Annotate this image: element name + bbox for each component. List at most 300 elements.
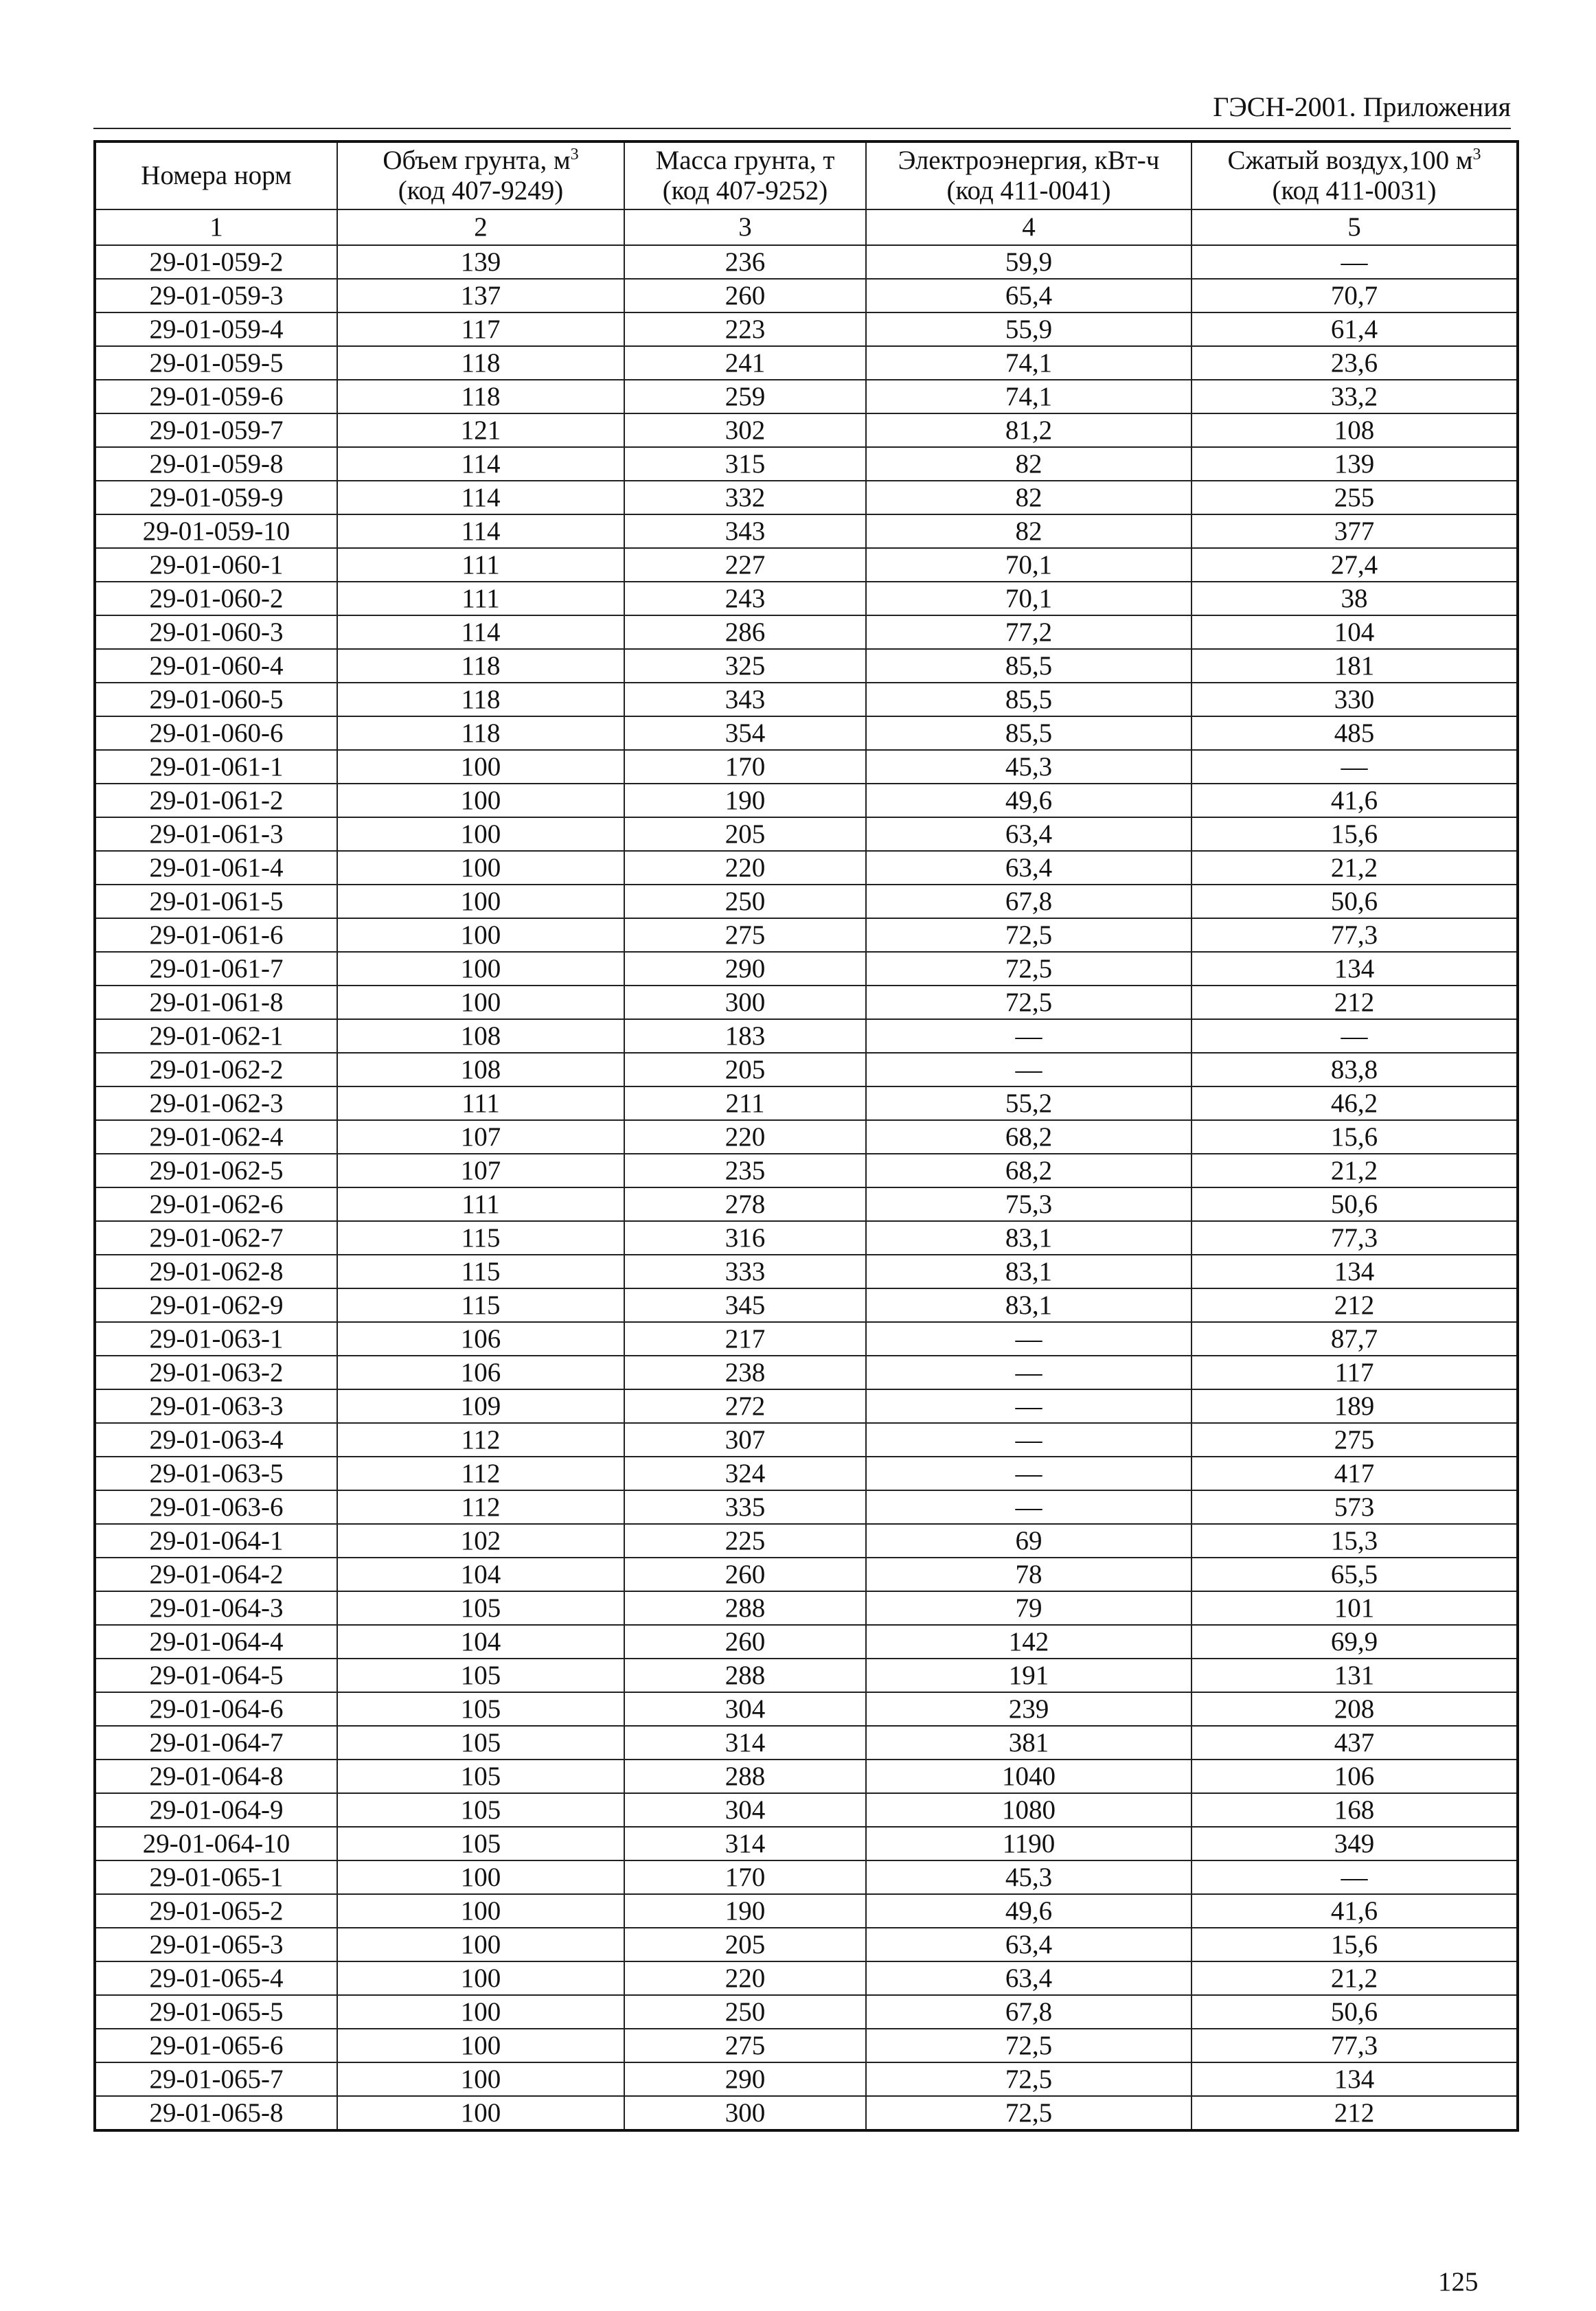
electricity-cell: 82: [866, 481, 1192, 514]
compressed-air-cell: 131: [1192, 1659, 1518, 1692]
soil-mass-cell: 275: [624, 918, 866, 952]
soil-mass-cell: 278: [624, 1187, 866, 1221]
norm-number-cell: 29-01-064-10: [95, 1827, 337, 1860]
soil-volume-cell: 111: [337, 1187, 624, 1221]
compressed-air-cell: 101: [1192, 1591, 1518, 1625]
soil-volume-cell: 139: [337, 245, 624, 279]
column-number: 5: [1192, 209, 1518, 245]
soil-mass-cell: 335: [624, 1490, 866, 1524]
soil-volume-cell: 105: [337, 1793, 624, 1827]
soil-volume-cell: 112: [337, 1457, 624, 1490]
table-row: [95, 885, 1518, 918]
table-row: [95, 447, 1518, 481]
electricity-cell: —: [866, 1019, 1192, 1053]
compressed-air-cell: 61,4: [1192, 312, 1518, 346]
electricity-cell: 49,6: [866, 784, 1192, 817]
compressed-air-cell: 275: [1192, 1423, 1518, 1457]
soil-mass-cell: 345: [624, 1288, 866, 1322]
soil-mass-cell: 315: [624, 447, 866, 481]
soil-mass-cell: 190: [624, 784, 866, 817]
table-row: [95, 312, 1518, 346]
soil-volume-cell: 107: [337, 1154, 624, 1187]
compressed-air-cell: 255: [1192, 481, 1518, 514]
soil-volume-cell: 104: [337, 1625, 624, 1659]
compressed-air-cell: 15,6: [1192, 817, 1518, 851]
table-row: [95, 279, 1518, 312]
table-row: [95, 1524, 1518, 1558]
norm-number-cell: 29-01-060-2: [95, 582, 337, 615]
table-row: [95, 1120, 1518, 1154]
compressed-air-cell: 212: [1192, 2096, 1518, 2130]
electricity-cell: —: [866, 1389, 1192, 1423]
table-row: [95, 346, 1518, 380]
electricity-cell: 69: [866, 1524, 1192, 1558]
soil-volume-cell: 114: [337, 447, 624, 481]
compressed-air-cell: 15,6: [1192, 1928, 1518, 1961]
compressed-air-cell: 23,6: [1192, 346, 1518, 380]
electricity-cell: 81,2: [866, 413, 1192, 447]
norm-number-cell: 29-01-062-8: [95, 1255, 337, 1288]
compressed-air-cell: 485: [1192, 716, 1518, 750]
electricity-cell: 68,2: [866, 1154, 1192, 1187]
compressed-air-cell: 189: [1192, 1389, 1518, 1423]
electricity-cell: 63,4: [866, 851, 1192, 885]
soil-volume-cell: 105: [337, 1692, 624, 1726]
soil-mass-cell: 259: [624, 380, 866, 413]
table-row: [95, 1625, 1518, 1659]
soil-volume-cell: 106: [337, 1322, 624, 1356]
soil-mass-cell: 302: [624, 413, 866, 447]
soil-mass-cell: 223: [624, 312, 866, 346]
column-header-compressed-air: [1192, 141, 1518, 209]
soil-mass-cell: 205: [624, 817, 866, 851]
electricity-cell: —: [866, 1356, 1192, 1389]
electricity-cell: 63,4: [866, 1961, 1192, 1995]
norms-table-body: [95, 245, 1518, 2130]
electricity-cell: 79: [866, 1591, 1192, 1625]
compressed-air-cell: 573: [1192, 1490, 1518, 1524]
norm-number-cell: 29-01-060-5: [95, 683, 337, 716]
soil-volume-cell: 105: [337, 1726, 624, 1760]
norm-number-cell: 29-01-061-6: [95, 918, 337, 952]
electricity-cell: —: [866, 1053, 1192, 1086]
table-row: [95, 2062, 1518, 2096]
electricity-cell: 55,2: [866, 1086, 1192, 1120]
table-row: [95, 1457, 1518, 1490]
compressed-air-cell: 134: [1192, 1255, 1518, 1288]
column-code: (код 411-0031): [1272, 176, 1437, 205]
electricity-cell: 74,1: [866, 346, 1192, 380]
norm-number-cell: 29-01-064-3: [95, 1591, 337, 1625]
soil-volume-cell: 105: [337, 1827, 624, 1860]
soil-volume-cell: 100: [337, 2062, 624, 2096]
soil-mass-cell: 314: [624, 1827, 866, 1860]
soil-mass-cell: 260: [624, 279, 866, 312]
table-row: [95, 784, 1518, 817]
compressed-air-cell: 70,7: [1192, 279, 1518, 312]
electricity-cell: —: [866, 1423, 1192, 1457]
compressed-air-cell: 15,3: [1192, 1524, 1518, 1558]
norm-number-cell: 29-01-063-2: [95, 1356, 337, 1389]
soil-mass-cell: 250: [624, 1995, 866, 2029]
table-row: [95, 1187, 1518, 1221]
electricity-cell: 55,9: [866, 312, 1192, 346]
soil-volume-cell: 107: [337, 1120, 624, 1154]
soil-mass-cell: 241: [624, 346, 866, 380]
electricity-cell: 191: [866, 1659, 1192, 1692]
table-row: [95, 918, 1518, 952]
electricity-cell: 59,9: [866, 245, 1192, 279]
soil-volume-cell: 106: [337, 1356, 624, 1389]
compressed-air-cell: 15,6: [1192, 1120, 1518, 1154]
norm-number-cell: 29-01-063-4: [95, 1423, 337, 1457]
soil-mass-cell: 288: [624, 1659, 866, 1692]
soil-mass-cell: 217: [624, 1322, 866, 1356]
norm-number-cell: 29-01-060-3: [95, 615, 337, 649]
soil-volume-cell: 137: [337, 279, 624, 312]
soil-volume-cell: 115: [337, 1221, 624, 1255]
electricity-cell: 1190: [866, 1827, 1192, 1860]
electricity-cell: 74,1: [866, 380, 1192, 413]
compressed-air-cell: 108: [1192, 413, 1518, 447]
soil-volume-cell: 100: [337, 952, 624, 986]
table-row: [95, 548, 1518, 582]
electricity-cell: 82: [866, 447, 1192, 481]
soil-volume-cell: 108: [337, 1019, 624, 1053]
norm-number-cell: 29-01-060-6: [95, 716, 337, 750]
table-row: [95, 1086, 1518, 1120]
table-row: [95, 817, 1518, 851]
table-row: [95, 986, 1518, 1019]
soil-volume-cell: 108: [337, 1053, 624, 1086]
soil-volume-cell: 114: [337, 514, 624, 548]
table-row: [95, 1221, 1518, 1255]
compressed-air-cell: 46,2: [1192, 1086, 1518, 1120]
soil-mass-cell: 243: [624, 582, 866, 615]
table-row: [95, 851, 1518, 885]
soil-volume-cell: 121: [337, 413, 624, 447]
compressed-air-cell: 50,6: [1192, 1995, 1518, 2029]
norm-number-cell: 29-01-061-8: [95, 986, 337, 1019]
soil-volume-cell: 111: [337, 582, 624, 615]
norm-number-cell: 29-01-064-9: [95, 1793, 337, 1827]
soil-volume-cell: 112: [337, 1423, 624, 1457]
soil-mass-cell: 205: [624, 1928, 866, 1961]
running-head: ГЭСН-2001. Приложения: [1213, 91, 1511, 122]
column-title: Объем грунта, м: [383, 146, 571, 175]
table-row: [95, 1490, 1518, 1524]
norm-number-cell: 29-01-059-7: [95, 413, 337, 447]
norm-number-cell: 29-01-062-5: [95, 1154, 337, 1187]
compressed-air-cell: 134: [1192, 952, 1518, 986]
page-number: 125: [1438, 2267, 1479, 2297]
column-title: Сжатый воздух,100 м: [1227, 146, 1473, 175]
electricity-cell: 239: [866, 1692, 1192, 1726]
table-row: [95, 582, 1518, 615]
soil-mass-cell: 286: [624, 615, 866, 649]
norm-number-cell: 29-01-064-1: [95, 1524, 337, 1558]
norm-number-cell: 29-01-059-6: [95, 380, 337, 413]
soil-mass-cell: 211: [624, 1086, 866, 1120]
norm-number-cell: 29-01-065-8: [95, 2096, 337, 2130]
norm-number-cell: 29-01-059-5: [95, 346, 337, 380]
table-row: [95, 1288, 1518, 1322]
norm-number-cell: 29-01-059-10: [95, 514, 337, 548]
table-row: [95, 1894, 1518, 1928]
norm-number-cell: 29-01-060-1: [95, 548, 337, 582]
soil-volume-cell: 118: [337, 716, 624, 750]
table-row: [95, 1591, 1518, 1625]
compressed-air-cell: 168: [1192, 1793, 1518, 1827]
table-row: [95, 413, 1518, 447]
compressed-air-cell: 77,3: [1192, 1221, 1518, 1255]
table-row: [95, 1760, 1518, 1793]
soil-mass-cell: 170: [624, 750, 866, 784]
compressed-air-cell: 33,2: [1192, 380, 1518, 413]
table-row: [95, 952, 1518, 986]
table-row: [95, 1389, 1518, 1423]
soil-volume-cell: 100: [337, 885, 624, 918]
soil-mass-cell: 288: [624, 1591, 866, 1625]
electricity-cell: 72,5: [866, 2062, 1192, 2096]
column-code: (код 411-0041): [946, 176, 1111, 205]
column-header-soil-mass: [624, 141, 866, 209]
norm-number-cell: 29-01-065-1: [95, 1860, 337, 1894]
soil-mass-cell: 300: [624, 986, 866, 1019]
table-row: [95, 716, 1518, 750]
soil-volume-cell: 100: [337, 918, 624, 952]
electricity-cell: 85,5: [866, 649, 1192, 683]
compressed-air-cell: 50,6: [1192, 1187, 1518, 1221]
electricity-cell: 72,5: [866, 2096, 1192, 2130]
compressed-air-cell: 21,2: [1192, 1961, 1518, 1995]
norm-number-cell: 29-01-062-2: [95, 1053, 337, 1086]
soil-mass-cell: 250: [624, 885, 866, 918]
soil-volume-cell: 105: [337, 1591, 624, 1625]
soil-volume-cell: 100: [337, 1860, 624, 1894]
compressed-air-cell: 77,3: [1192, 918, 1518, 952]
table-row: [95, 1961, 1518, 1995]
soil-volume-cell: 115: [337, 1255, 624, 1288]
compressed-air-cell: 377: [1192, 514, 1518, 548]
table-row: [95, 1154, 1518, 1187]
norm-number-cell: 29-01-064-6: [95, 1692, 337, 1726]
compressed-air-cell: 41,6: [1192, 784, 1518, 817]
norm-number-cell: 29-01-063-5: [95, 1457, 337, 1490]
electricity-cell: 45,3: [866, 750, 1192, 784]
electricity-cell: 70,1: [866, 548, 1192, 582]
compressed-air-cell: 38: [1192, 582, 1518, 615]
table-row: [95, 615, 1518, 649]
norm-number-cell: 29-01-062-1: [95, 1019, 337, 1053]
compressed-air-cell: —: [1192, 1019, 1518, 1053]
table-row: [95, 1726, 1518, 1760]
compressed-air-cell: —: [1192, 750, 1518, 784]
soil-mass-cell: 220: [624, 1120, 866, 1154]
table-row: [95, 380, 1518, 413]
soil-mass-cell: 225: [624, 1524, 866, 1558]
electricity-cell: 85,5: [866, 683, 1192, 716]
column-numbers-row: [95, 209, 1518, 245]
soil-volume-cell: 109: [337, 1389, 624, 1423]
soil-mass-cell: 324: [624, 1457, 866, 1490]
compressed-air-cell: 106: [1192, 1760, 1518, 1793]
table-row: [95, 245, 1518, 279]
header-rule: [93, 128, 1511, 129]
norm-number-cell: 29-01-059-9: [95, 481, 337, 514]
norm-number-cell: 29-01-061-3: [95, 817, 337, 851]
column-header-electricity: [866, 141, 1192, 209]
compressed-air-cell: 139: [1192, 447, 1518, 481]
column-captions-row: [95, 141, 1518, 209]
column-header-norm-number: [95, 141, 337, 209]
compressed-air-cell: —: [1192, 1860, 1518, 1894]
table-row: [95, 1053, 1518, 1086]
electricity-cell: 77,2: [866, 615, 1192, 649]
norm-number-cell: 29-01-062-9: [95, 1288, 337, 1322]
soil-mass-cell: 332: [624, 481, 866, 514]
soil-volume-cell: 111: [337, 1086, 624, 1120]
soil-mass-cell: 304: [624, 1692, 866, 1726]
soil-mass-cell: 288: [624, 1760, 866, 1793]
column-number: 2: [337, 209, 624, 245]
electricity-cell: 142: [866, 1625, 1192, 1659]
electricity-cell: 1080: [866, 1793, 1192, 1827]
soil-volume-cell: 115: [337, 1288, 624, 1322]
compressed-air-cell: 212: [1192, 986, 1518, 1019]
soil-mass-cell: 333: [624, 1255, 866, 1288]
soil-volume-cell: 100: [337, 784, 624, 817]
table-row: [95, 1860, 1518, 1894]
norm-number-cell: 29-01-061-4: [95, 851, 337, 885]
norm-number-cell: 29-01-059-2: [95, 245, 337, 279]
soil-mass-cell: 325: [624, 649, 866, 683]
norm-number-cell: 29-01-063-6: [95, 1490, 337, 1524]
electricity-cell: 68,2: [866, 1120, 1192, 1154]
soil-volume-cell: 100: [337, 2096, 624, 2130]
soil-volume-cell: 112: [337, 1490, 624, 1524]
electricity-cell: 49,6: [866, 1894, 1192, 1928]
column-code: (код 407-9252): [662, 176, 828, 205]
norm-number-cell: 29-01-059-8: [95, 447, 337, 481]
norm-number-cell: 29-01-065-7: [95, 2062, 337, 2096]
soil-volume-cell: 102: [337, 1524, 624, 1558]
compressed-air-cell: 417: [1192, 1457, 1518, 1490]
table-row: [95, 1423, 1518, 1457]
electricity-cell: —: [866, 1322, 1192, 1356]
norm-number-cell: 29-01-062-6: [95, 1187, 337, 1221]
soil-mass-cell: 227: [624, 548, 866, 582]
soil-volume-cell: 105: [337, 1659, 624, 1692]
soil-mass-cell: 205: [624, 1053, 866, 1086]
electricity-cell: 1040: [866, 1760, 1192, 1793]
compressed-air-cell: 41,6: [1192, 1894, 1518, 1928]
soil-mass-cell: 236: [624, 245, 866, 279]
column-header-soil-volume: [337, 141, 624, 209]
table-row: [95, 1255, 1518, 1288]
compressed-air-cell: 330: [1192, 683, 1518, 716]
electricity-cell: 72,5: [866, 986, 1192, 1019]
electricity-cell: —: [866, 1490, 1192, 1524]
compressed-air-cell: 437: [1192, 1726, 1518, 1760]
norm-number-cell: 29-01-064-7: [95, 1726, 337, 1760]
compressed-air-cell: 27,4: [1192, 548, 1518, 582]
norm-number-cell: 29-01-059-3: [95, 279, 337, 312]
soil-mass-cell: 275: [624, 2029, 866, 2062]
soil-mass-cell: 170: [624, 1860, 866, 1894]
norm-number-cell: 29-01-059-4: [95, 312, 337, 346]
compressed-air-cell: 181: [1192, 649, 1518, 683]
electricity-cell: 78: [866, 1558, 1192, 1591]
soil-mass-cell: 343: [624, 514, 866, 548]
compressed-air-cell: 83,8: [1192, 1053, 1518, 1086]
soil-volume-cell: 100: [337, 851, 624, 885]
soil-mass-cell: 290: [624, 952, 866, 986]
electricity-cell: 63,4: [866, 1928, 1192, 1961]
norm-number-cell: 29-01-064-4: [95, 1625, 337, 1659]
electricity-cell: 381: [866, 1726, 1192, 1760]
electricity-cell: 83,1: [866, 1255, 1192, 1288]
soil-mass-cell: 343: [624, 683, 866, 716]
table-row: [95, 1019, 1518, 1053]
compressed-air-cell: 87,7: [1192, 1322, 1518, 1356]
column-code: (код 407-9249): [398, 176, 564, 205]
soil-volume-cell: 100: [337, 1961, 624, 1995]
column-title: Масса грунта, т: [655, 146, 835, 175]
table-row: [95, 649, 1518, 683]
table-row: [95, 1356, 1518, 1389]
soil-volume-cell: 100: [337, 1894, 624, 1928]
table-row: [95, 514, 1518, 548]
electricity-cell: 72,5: [866, 2029, 1192, 2062]
table-row: [95, 1322, 1518, 1356]
norm-number-cell: 29-01-063-3: [95, 1389, 337, 1423]
norm-number-cell: 29-01-064-8: [95, 1760, 337, 1793]
column-number: 1: [95, 209, 337, 245]
electricity-cell: 72,5: [866, 952, 1192, 986]
electricity-cell: 75,3: [866, 1187, 1192, 1221]
compressed-air-cell: 104: [1192, 615, 1518, 649]
electricity-cell: 83,1: [866, 1288, 1192, 1322]
compressed-air-cell: 69,9: [1192, 1625, 1518, 1659]
soil-mass-cell: 235: [624, 1154, 866, 1187]
norm-number-cell: 29-01-061-5: [95, 885, 337, 918]
compressed-air-cell: 65,5: [1192, 1558, 1518, 1591]
soil-mass-cell: 220: [624, 1961, 866, 1995]
soil-mass-cell: 307: [624, 1423, 866, 1457]
table-row: [95, 750, 1518, 784]
norms-table: [93, 140, 1519, 2132]
compressed-air-cell: 212: [1192, 1288, 1518, 1322]
norm-number-cell: 29-01-065-4: [95, 1961, 337, 1995]
norm-number-cell: 29-01-064-2: [95, 1558, 337, 1591]
table-row: [95, 2096, 1518, 2130]
electricity-cell: 65,4: [866, 279, 1192, 312]
electricity-cell: 67,8: [866, 885, 1192, 918]
table-row: [95, 1793, 1518, 1827]
soil-mass-cell: 354: [624, 716, 866, 750]
table-row: [95, 1928, 1518, 1961]
table-row: [95, 683, 1518, 716]
soil-volume-cell: 114: [337, 615, 624, 649]
compressed-air-cell: 50,6: [1192, 885, 1518, 918]
electricity-cell: 85,5: [866, 716, 1192, 750]
soil-volume-cell: 118: [337, 649, 624, 683]
soil-volume-cell: 111: [337, 548, 624, 582]
norm-number-cell: 29-01-062-3: [95, 1086, 337, 1120]
compressed-air-cell: —: [1192, 245, 1518, 279]
soil-mass-cell: 272: [624, 1389, 866, 1423]
